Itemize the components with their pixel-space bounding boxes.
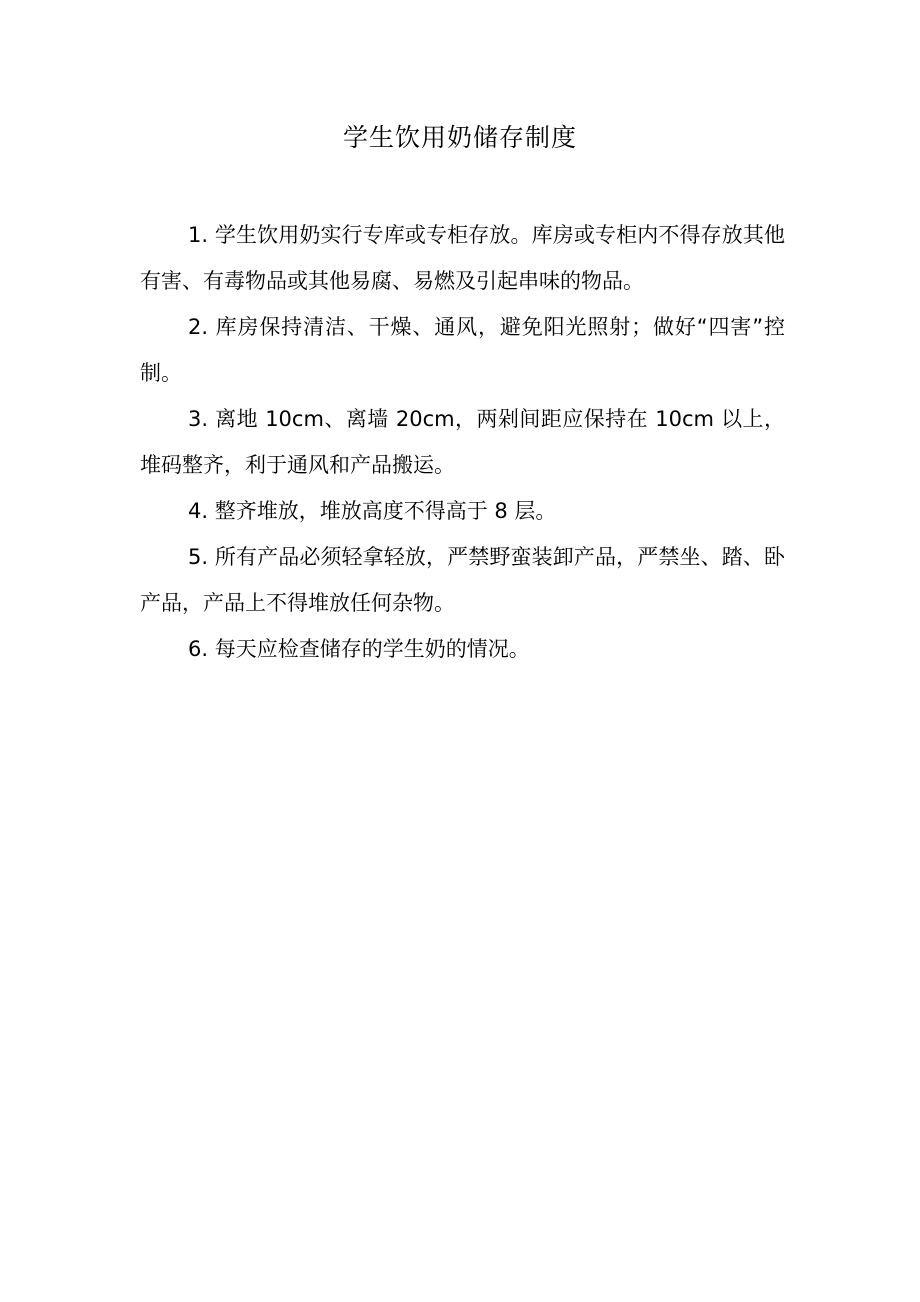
document-body: [140, 212, 785, 672]
page-title: 学生饮用奶储存制度: [342, 123, 577, 152]
paragraph-3: 3. 离地 10cm、离墙 20cm，两剁间距应保持在 10cm 以上，堆码整齐，利于通风和产品搬运。: [140, 407, 785, 477]
paragraph-1: 1. 学生饮用奶实行专库或专柜存放。库房或专柜内不得存放其他有害、有毒物品或其他易腐、易燃及引起串味的物品。: [140, 223, 785, 293]
paragraph-6: 6. 每天应检查储存的学生奶的情况。: [188, 637, 530, 661]
paragraph-4: 4. 整齐堆放，堆放高度不得高于 8 层。: [188, 499, 557, 523]
paragraph-2: 2. 库房保持清洁、干燥、通风，避免阳光照射；做好“四害”控制。: [140, 315, 785, 385]
paragraph-5: 5. 所有产品必须轻拿轻放，严禁野蛮装卸产品，严禁坐、踏、卧产品，产品上不得堆放任何杂物。: [140, 545, 785, 615]
